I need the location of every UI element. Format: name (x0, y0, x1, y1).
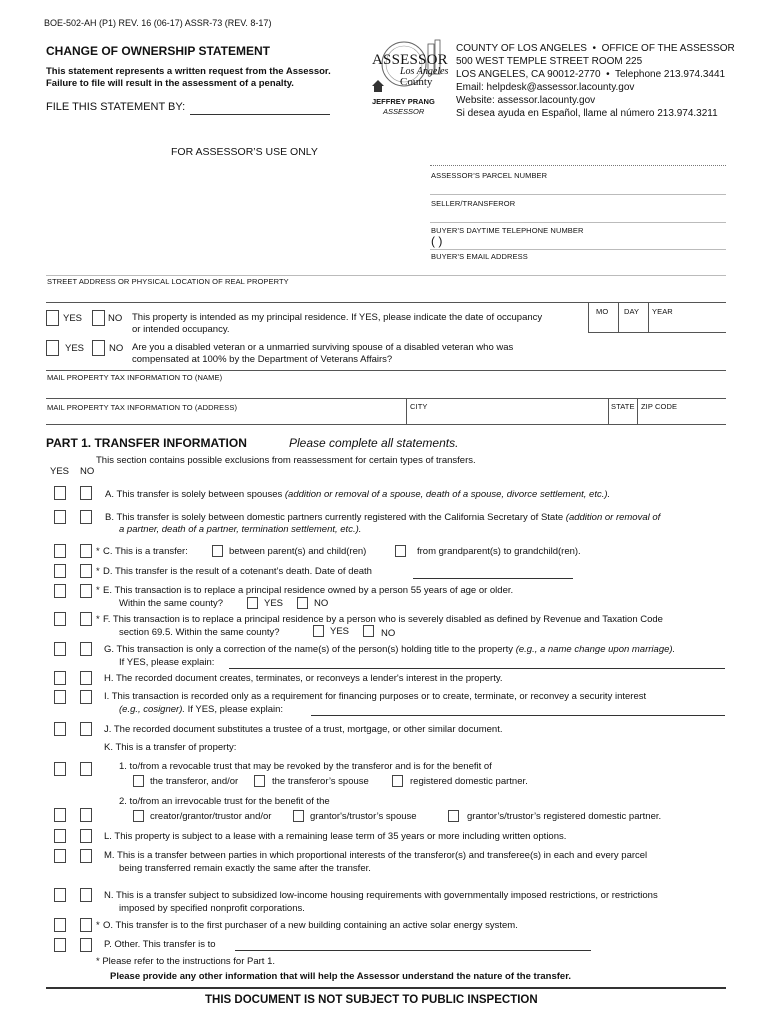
yes-column-header: YES (50, 466, 70, 477)
item-i-examples: (e.g., cosigner). (119, 704, 185, 715)
office-county: COUNTY OF LOS ANGELES (456, 43, 587, 54)
item-f-same-county-no-label: NO (381, 628, 396, 639)
item-i-no-checkbox[interactable] (80, 690, 92, 704)
office-line-1 (456, 43, 735, 54)
item-a-examples: (addition or removal of a spouse, death of a spouse, divorce settlement, etc.). (284, 489, 611, 500)
item-m-yes-checkbox[interactable] (54, 849, 66, 863)
item-c-grandparent-checkbox[interactable] (395, 545, 406, 557)
item-k1-yes-checkbox[interactable] (54, 762, 66, 776)
item-k1-spouse-label: the transferor’s spouse (272, 776, 369, 787)
assessor-title: ASSESSOR (383, 107, 425, 116)
item-j-yes-checkbox[interactable] (54, 722, 66, 736)
item-k2-spouse-label: grantor's/trustor’s spouse (310, 811, 417, 822)
item-l-label: L. This property is subject to a lease with a remaining lease term of 35 years or more including written options. (104, 831, 567, 842)
item-p-no-checkbox[interactable] (80, 938, 92, 952)
date-box-divider (588, 302, 589, 332)
assessor-use-line (430, 165, 726, 166)
item-e-same-county-no-label: NO (314, 598, 329, 609)
bullet-icon: • (603, 69, 613, 80)
disabled-veteran-no-label: NO (109, 343, 124, 354)
item-e-line1: E. This transaction is to replace a principal residence owned by a person 55 years of age or older. (103, 585, 514, 596)
office-email: Email: helpdesk@assessor.lacounty.gov (456, 82, 635, 93)
item-g-examples: (e.g., a name change upon marriage). (515, 644, 676, 655)
item-k2-creator-checkbox[interactable] (133, 810, 144, 822)
item-n-line1: N. This is a transfer subject to subsidized low-income housing requirements with governmentally imposed restrictions, or restrictions (104, 890, 658, 901)
part1-intro: This section contains possible exclusions from reassessment for certain types of transfers. (96, 455, 476, 466)
item-d-label: D. This transfer is the result of a cotenant’s death. Date of death (103, 566, 372, 577)
part1-title: PART 1. TRANSFER INFORMATION (46, 436, 247, 450)
principal-residence-no-label: NO (108, 313, 123, 324)
item-k1-transferor-label: the transferor, and/or (150, 776, 239, 787)
bullet-icon: • (589, 43, 599, 54)
item-o-no-checkbox[interactable] (80, 918, 92, 932)
item-a-text (105, 489, 610, 500)
item-e-same-county-yes-checkbox[interactable] (247, 597, 258, 609)
office-line-3 (456, 69, 725, 80)
street-address-label: STREET ADDRESS OR PHYSICAL LOCATION OF REAL PROPERTY (47, 277, 289, 286)
parcel-number-field[interactable] (430, 194, 726, 195)
item-i-line2 (119, 704, 283, 715)
item-f-line2: section 69.5. Within the same county? (119, 627, 280, 638)
logo-los-angeles: Los Angeles (400, 66, 449, 77)
parcel-number-label: ASSESSOR’S PARCEL NUMBER (431, 171, 548, 180)
item-j-no-checkbox[interactable] (80, 722, 92, 736)
item-h-label: H. The recorded document creates, terminates, or reconveys a lender's interest in the property. (104, 673, 503, 684)
item-e-star: * (96, 585, 100, 596)
item-o-label: O. This transfer is to the first purchaser of a new building containing an active solar energy system. (103, 920, 518, 931)
office-website: Website: assessor.lacounty.gov (456, 95, 596, 106)
item-c-parent-child-label: between parent(s) and child(ren) (229, 546, 367, 557)
item-g-label: G. This transaction is only a correction of the name(s) of the person(s) holding title to the property (104, 644, 514, 655)
principal-residence-q-line1: This property is intended as my principal residence. If YES, please indicate the date of occupancy (132, 312, 543, 323)
seller-label: SELLER/TRANSFEROR (431, 199, 516, 208)
notice-line-1: This statement represents a written request from the Assessor. (46, 66, 331, 77)
item-f-same-county-yes-label: YES (330, 626, 350, 637)
item-k1-partner-label: registered domestic partner. (410, 776, 528, 787)
item-c-yes-checkbox[interactable] (54, 544, 66, 558)
no-column-header: NO (80, 466, 95, 477)
disabled-veteran-yes-label: YES (65, 343, 85, 354)
item-f-no-checkbox[interactable] (80, 612, 92, 626)
field-divider (608, 398, 609, 424)
item-f-star: * (96, 614, 100, 625)
date-box-divider (648, 302, 649, 332)
item-n-no-checkbox[interactable] (80, 888, 92, 902)
part1-additional-info: Please provide any other information that will help the Assessor understand the nature of the transfer. (110, 971, 572, 982)
item-n-yes-checkbox[interactable] (54, 888, 66, 902)
office-phone: Telephone 213.974.3441 (615, 69, 726, 80)
item-e-yes-checkbox[interactable] (54, 584, 66, 598)
logo-word-assessor: ASSESSOR (372, 52, 448, 68)
item-h-yes-checkbox[interactable] (54, 671, 66, 685)
item-g-yes-checkbox[interactable] (54, 642, 66, 656)
item-g-no-checkbox[interactable] (80, 642, 92, 656)
item-p-other-field[interactable] (235, 950, 591, 951)
principal-residence-no-checkbox[interactable] (92, 310, 105, 326)
section-divider (46, 370, 726, 371)
item-e-no-checkbox[interactable] (80, 584, 92, 598)
item-b-examples-cont: a partner, death of a partner, termination settlement, etc.). (119, 524, 362, 535)
city-label: CITY (410, 402, 428, 411)
item-h-no-checkbox[interactable] (80, 671, 92, 685)
item-c-label: C. This is a transfer: (103, 546, 188, 557)
state-label: STATE (611, 402, 635, 411)
item-b-examples: (addition or removal of (565, 512, 661, 523)
item-j-label: J. The recorded document substitutes a trustee of a trust, mortgage, or other similar document. (104, 724, 503, 735)
item-p-label: P. Other. This transfer is to (104, 939, 216, 950)
item-g-explain-field[interactable] (229, 668, 725, 669)
part1-subtitle: Please complete all statements. (289, 436, 459, 450)
item-k2-no-checkbox[interactable] (80, 808, 92, 822)
disabled-veteran-yes-checkbox[interactable] (46, 340, 59, 356)
occupancy-month-field[interactable]: MO (596, 307, 609, 316)
item-k-label: K. This is a transfer of property: (104, 742, 237, 753)
office-line-2: 500 WEST TEMPLE STREET ROOM 225 (456, 56, 643, 67)
form-code: BOE-502-AH (P1) REV. 16 (06-17) ASSR-73 (REV. 8-17) (44, 18, 272, 28)
email-label: BUYER’S EMAIL ADDRESS (431, 252, 528, 261)
assessor-use-label: FOR ASSESSOR’S USE ONLY (171, 146, 318, 158)
item-i-yes-checkbox[interactable] (54, 690, 66, 704)
item-k2-creator-label: creator/grantor/trustor and/or (150, 811, 272, 822)
form-title: CHANGE OF OWNERSHIP STATEMENT (46, 44, 271, 58)
item-g-explain-label: If YES, please explain: (119, 657, 215, 668)
date-box-divider (618, 302, 619, 332)
item-a-label: A. This transfer is solely between spouses (105, 489, 283, 500)
item-d-date-field[interactable] (413, 578, 573, 579)
item-a-yes-checkbox[interactable] (54, 486, 66, 500)
item-m-no-checkbox[interactable] (80, 849, 92, 863)
field-divider (637, 398, 638, 424)
item-l-no-checkbox[interactable] (80, 829, 92, 843)
item-b-yes-checkbox[interactable] (54, 510, 66, 524)
item-o-yes-checkbox[interactable] (54, 918, 66, 932)
item-o-star: * (96, 920, 100, 931)
file-by-field[interactable] (190, 114, 330, 115)
item-k1-label: 1. to/from a revocable trust that may be revoked by the transferor and is for the benefit of (119, 761, 492, 772)
item-c-grandparent-label: from grandparent(s) to grandchild(ren). (417, 546, 581, 557)
item-e-same-county-no-checkbox[interactable] (297, 597, 308, 609)
item-k1-partner-checkbox[interactable] (392, 775, 403, 787)
item-e-same-county-yes-label: YES (264, 598, 284, 609)
zip-label: ZIP CODE (641, 402, 678, 411)
principal-residence-yes-label: YES (63, 313, 83, 324)
item-k2-yes-checkbox[interactable] (54, 808, 66, 822)
phone-label: BUYER’S DAYTIME TELEPHONE NUMBER (431, 226, 584, 235)
item-m-line1: M. This is a transfer between parties in which proportional interests of the transferor(s) and transferee(s) in each and every parcel (104, 850, 648, 861)
file-by-label: FILE THIS STATEMENT BY: (46, 101, 186, 113)
item-i-explain-label: If YES, please explain: (187, 704, 284, 715)
notice-line-2: Failure to file will result in the assessment of a penalty. (46, 78, 294, 89)
item-k1-spouse-checkbox[interactable] (254, 775, 265, 787)
item-k2-partner-label: grantor’s/trustor’s registered domestic partner. (467, 811, 662, 822)
item-d-yes-checkbox[interactable] (54, 564, 66, 578)
occupancy-day-field[interactable]: DAY (624, 307, 640, 316)
item-p-yes-checkbox[interactable] (54, 938, 66, 952)
item-n-line2: imposed by specified nonprofit corporations. (119, 903, 305, 914)
disabled-veteran-no-checkbox[interactable] (92, 340, 105, 356)
phone-line (430, 249, 726, 250)
principal-residence-yes-checkbox[interactable] (46, 310, 59, 326)
disabled-veteran-q-line1: Are you a disabled veteran or a unmarried surviving spouse of a disabled veteran who was (132, 342, 514, 353)
mail-address-label: MAIL PROPERTY TAX INFORMATION TO (ADDRESS) (47, 403, 238, 412)
principal-residence-q-line2: or intended occupancy. (132, 324, 230, 335)
item-a-no-checkbox[interactable] (80, 486, 92, 500)
street-address-field[interactable] (46, 302, 726, 303)
item-f-same-county-no-checkbox[interactable] (363, 625, 374, 637)
item-b-text (105, 512, 660, 523)
item-f-same-county-yes-checkbox[interactable] (313, 625, 324, 637)
field-divider (406, 398, 407, 424)
phone-field[interactable]: ( ) (431, 234, 443, 248)
item-b-no-checkbox[interactable] (80, 510, 92, 524)
mail-name-label: MAIL PROPERTY TAX INFORMATION TO (NAME) (47, 373, 223, 382)
item-m-line2: being transferred remain exactly the same after the transfer. (119, 863, 371, 874)
seller-field[interactable] (430, 222, 726, 223)
disabled-veteran-q-line2: compensated at 100% by the Department of Veterans Affairs? (132, 354, 393, 365)
item-l-yes-checkbox[interactable] (54, 829, 66, 843)
item-k2-spouse-checkbox[interactable] (293, 810, 304, 822)
footer-rule (46, 987, 726, 989)
logo-county: County (400, 76, 433, 88)
assessor-name: JEFFREY PRANG (372, 97, 435, 106)
email-field[interactable] (46, 275, 726, 276)
occupancy-year-field[interactable]: YEAR (652, 307, 673, 316)
date-box-bottom (588, 332, 726, 333)
footer-notice: THIS DOCUMENT IS NOT SUBJECT TO PUBLIC INSPECTION (205, 994, 538, 1006)
item-c-no-checkbox[interactable] (80, 544, 92, 558)
part1-footnote: * Please refer to the instructions for Part 1. (96, 956, 276, 967)
item-g-line1 (104, 644, 675, 655)
item-e-line2: Within the same county? (119, 598, 224, 609)
item-c-parent-child-checkbox[interactable] (212, 545, 223, 557)
item-k2-label: 2. to/from an irrevocable trust for the benefit of the (119, 796, 330, 807)
item-c-star: * (96, 546, 100, 557)
item-k1-no-checkbox[interactable] (80, 762, 92, 776)
item-d-no-checkbox[interactable] (80, 564, 92, 578)
item-f-yes-checkbox[interactable] (54, 612, 66, 626)
mail-address-field[interactable] (46, 424, 726, 425)
office-name: OFFICE OF THE ASSESSOR (601, 43, 735, 54)
item-i-line1: I. This transaction is recorded only as a requirement for financing purposes or to create, terminate, or reconvey a security interest (104, 691, 647, 702)
mail-name-field[interactable] (46, 398, 726, 399)
item-k2-partner-checkbox[interactable] (448, 810, 459, 822)
item-f-line1: F. This transaction is to replace a principal residence by a person who is severely disabled as defined by Revenue and Taxation Code (103, 614, 663, 625)
item-b-label: B. This transfer is solely between domestic partners currently registered with the California Secretary of State (105, 512, 564, 523)
office-spanish: Si desea ayuda en Español, llame al número 213.974.3211 (456, 108, 718, 119)
item-d-star: * (96, 566, 100, 577)
office-city: LOS ANGELES, CA 90012-2770 (456, 69, 601, 80)
item-i-explain-field[interactable] (311, 715, 725, 716)
item-k1-transferor-checkbox[interactable] (133, 775, 144, 787)
